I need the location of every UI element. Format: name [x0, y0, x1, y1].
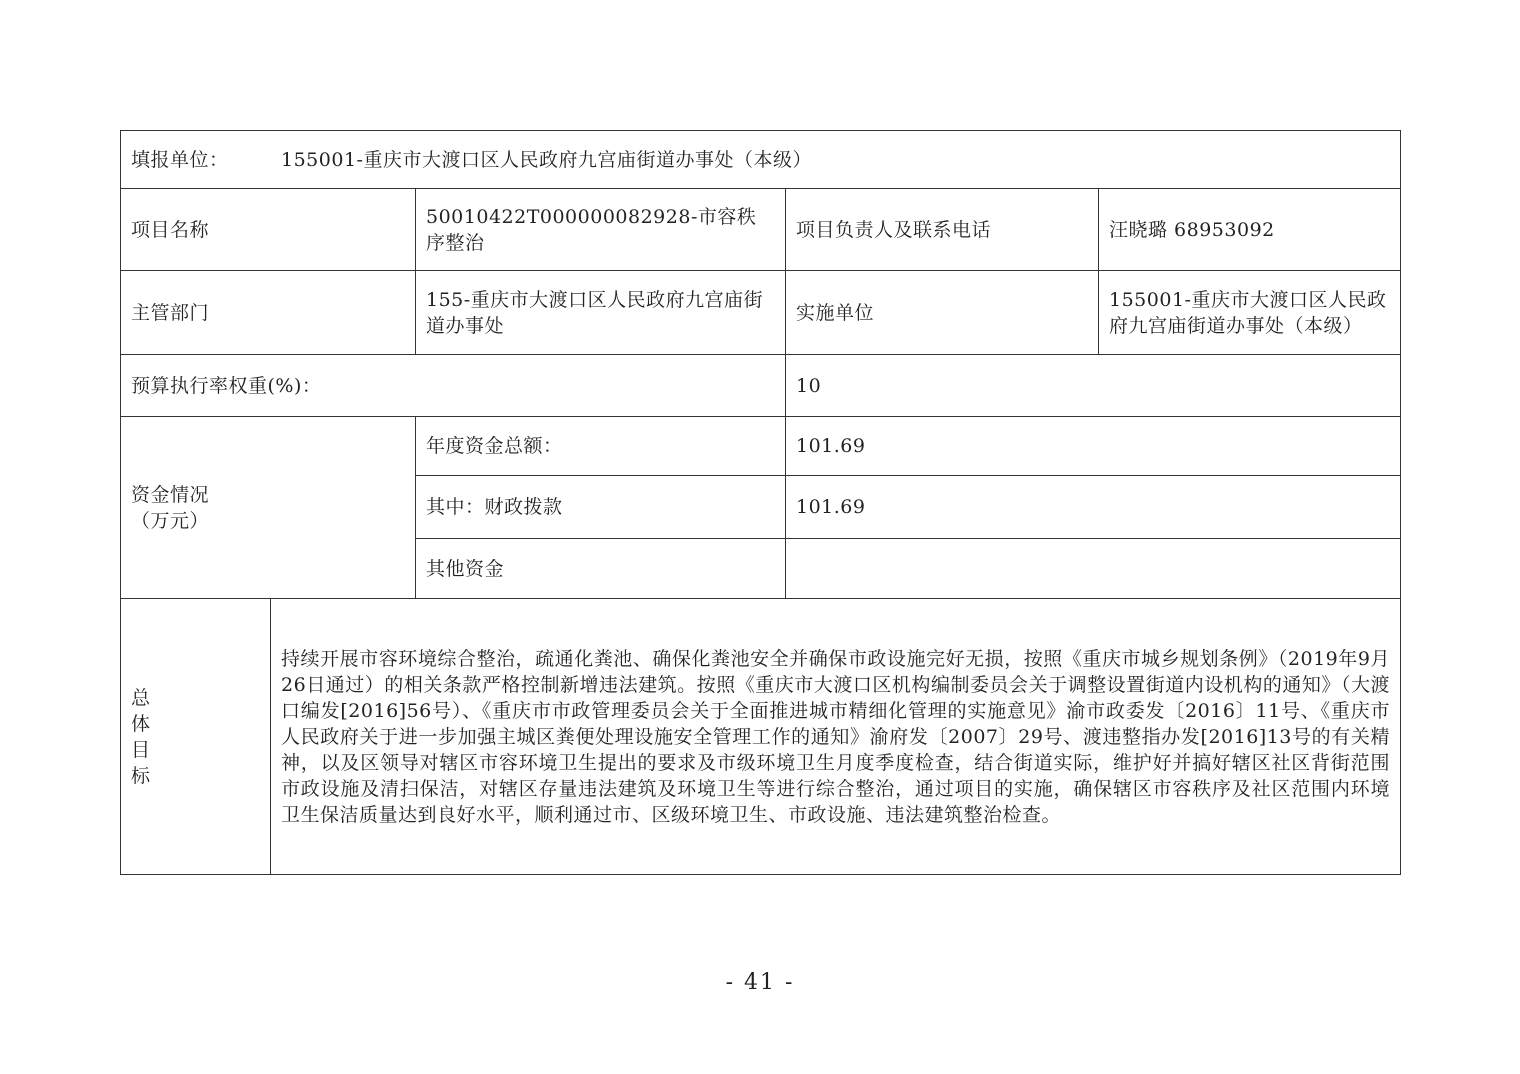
department-label: 主管部门 — [121, 271, 416, 355]
annual-total-row — [121, 417, 1401, 476]
budget-weight-value: 10 — [786, 355, 1401, 417]
reporting-unit-value: 155001-重庆市大渡口区人民政府九宫庙街道办事处（本级） — [281, 148, 812, 171]
department-row — [121, 271, 1401, 355]
performance-target-form — [120, 130, 1400, 874]
budget-weight-label: 预算执行率权重(%)： — [121, 355, 786, 417]
funds-label-text: 资金情况（万元） — [131, 483, 210, 532]
page-number: - 41 - — [725, 970, 795, 995]
reporting-unit-label: 填报单位： — [131, 148, 229, 171]
budget-weight-row — [121, 355, 1401, 417]
other-funds-label: 其他资金 — [416, 539, 786, 599]
project-name-label: 项目名称 — [121, 189, 416, 271]
project-name-value: 50010422T000000082928-市容秩序整治 — [416, 189, 786, 271]
overall-goal-label — [121, 599, 271, 875]
department-value: 155-重庆市大渡口区人民政府九宫庙街道办事处 — [416, 271, 786, 355]
implementing-unit-value: 155001-重庆市大渡口区人民政府九宫庙街道办事处（本级） — [1099, 271, 1401, 355]
fiscal-appropriation-label: 其中：财政拨款 — [416, 476, 786, 539]
funds-label — [121, 417, 416, 599]
reporting-unit-row — [121, 131, 1401, 189]
overall-goal-text: 持续开展市容环境综合整治，疏通化粪池、确保化粪池安全并确保市政设施完好无损，按照《重庆市城乡规划条例》（2019年9月26日通过）的相关条款严格控制新增违法建筑。按照《重庆市大渡口区机构编制委员会关于调整设置街道内设机构的通知》（大渡口编发[2016]56号）、《重庆市市政管理委员会关于全面推进城市精细化管理的实施意见》渝市政委发〔2016〕11号、《重庆市人民政府关于进一步加强主城区粪便处理设施安全管理工作的通知》渝府发〔2007〕29号、渡违整指办发[2016]13号的有关精神，以及区领导对辖区市容环境卫生提出的要求及市级环境卫生月度季度检查，结合街道实际，维护好并搞好辖区社区背街范围市政设施及清扫保洁，对辖区存量违法建筑及环境卫生等进行综合整治，通过项目的实施，确保辖区市容秩序及社区范围内环境卫生保洁质量达到良好水平，顺利通过市、区级环境卫生、市政设施、违法建筑整治检查。 — [271, 599, 1401, 875]
other-funds-value — [786, 539, 1401, 599]
form-table — [120, 130, 1401, 875]
fiscal-appropriation-value: 101.69 — [786, 476, 1401, 539]
implementing-unit-label: 实施单位 — [786, 271, 1099, 355]
reporting-unit-cell — [121, 131, 1401, 189]
overall-goal-row — [121, 599, 1401, 875]
annual-total-label: 年度资金总额： — [416, 417, 786, 476]
project-name-row — [121, 189, 1401, 271]
overall-goal-label-text: 总体目标 — [131, 686, 151, 787]
annual-total-value: 101.69 — [786, 417, 1401, 476]
project-leader-label: 项目负责人及联系电话 — [786, 189, 1099, 271]
project-leader-value: 汪晓璐 68953092 — [1099, 189, 1401, 271]
